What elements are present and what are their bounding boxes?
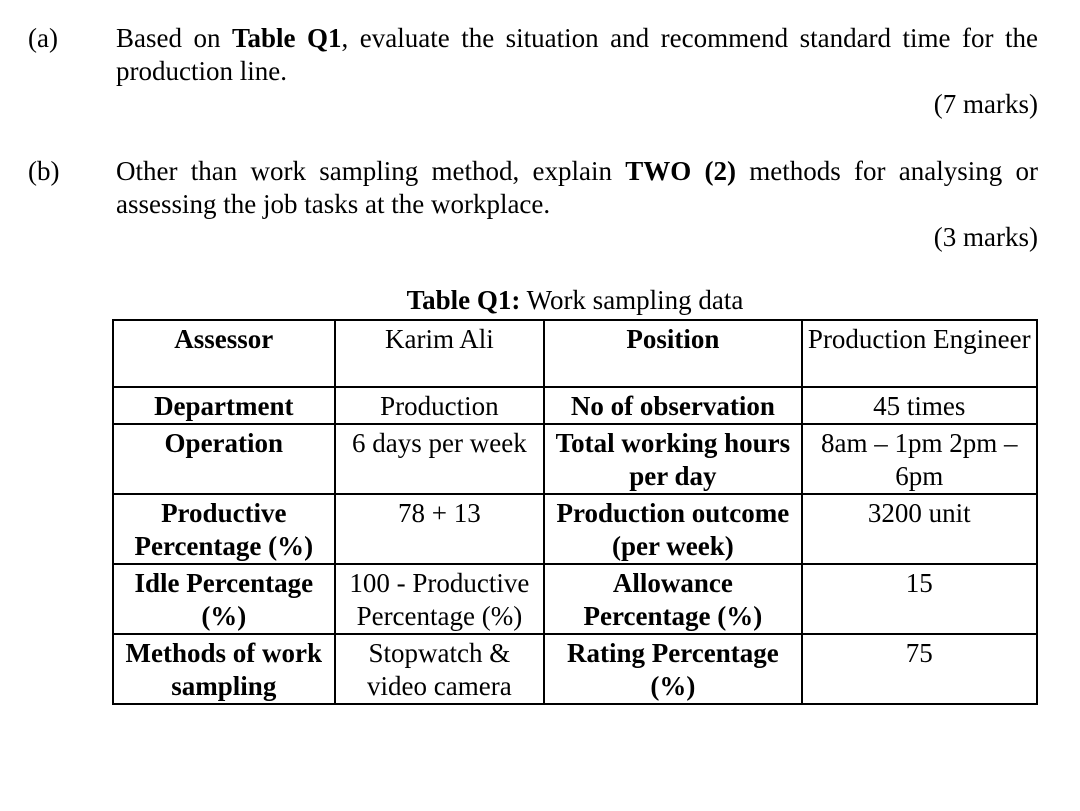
question-b-text: Other than work sampling method, explain TWO (2) methods for analysing or assessing the job tasks at the workplace. — [116, 156, 1038, 219]
table-cell: Methods of work sampling — [113, 634, 335, 704]
table-cell: Idle Percentage (%) — [113, 564, 335, 634]
table-cell: 15 — [802, 564, 1037, 634]
table-caption: Table Q1: Work sampling data — [406, 285, 744, 315]
table-cell: 78 + 13 — [335, 494, 545, 564]
table-cell: 45 times — [802, 387, 1037, 424]
work-sampling-table — [112, 319, 1038, 705]
question-a-label: (a) — [28, 23, 58, 53]
table-cell: Production — [335, 387, 545, 424]
table-cell: Total working hours per day — [544, 424, 801, 494]
table-cell: No of observation — [544, 387, 801, 424]
table-cell: Rating Percentage (%) — [544, 634, 801, 704]
table-cell: Allowance Percentage (%) — [544, 564, 801, 634]
table-row — [113, 424, 1037, 494]
table-cell: Stopwatch & video camera — [335, 634, 545, 704]
table-cell: Karim Ali — [335, 320, 545, 387]
table-row — [113, 634, 1037, 704]
table-cell: Production outcome (per week) — [544, 494, 801, 564]
table-cell: Productive Percentage (%) — [113, 494, 335, 564]
table-cell: 3200 unit — [802, 494, 1037, 564]
table-cell: 75 — [802, 634, 1037, 704]
table-cell: Operation — [113, 424, 335, 494]
table-row — [113, 320, 1037, 387]
question-b-marks: (3 marks) — [933, 222, 1038, 252]
table-cell: 6 days per week — [335, 424, 545, 494]
question-a-text: Based on Table Q1, evaluate the situation and recommend standard time for the production line. — [116, 23, 1038, 86]
table-cell: 100 - Productive Percentage (%) — [335, 564, 545, 634]
question-b-label: (b) — [28, 156, 60, 186]
table-reference: Table Q1 — [231, 23, 342, 53]
table-row — [113, 494, 1037, 564]
table-cell: Production Engineer — [802, 320, 1037, 387]
table-row — [113, 387, 1037, 424]
table-cell: 8am – 1pm 2pm – 6pm — [802, 424, 1037, 494]
table-row — [113, 564, 1037, 634]
table-cell: Position — [544, 320, 801, 387]
question-a-marks: (7 marks) — [933, 89, 1038, 119]
table-cell: Assessor — [113, 320, 335, 387]
count-emphasis: TWO (2) — [625, 156, 736, 186]
table-cell: Department — [113, 387, 335, 424]
